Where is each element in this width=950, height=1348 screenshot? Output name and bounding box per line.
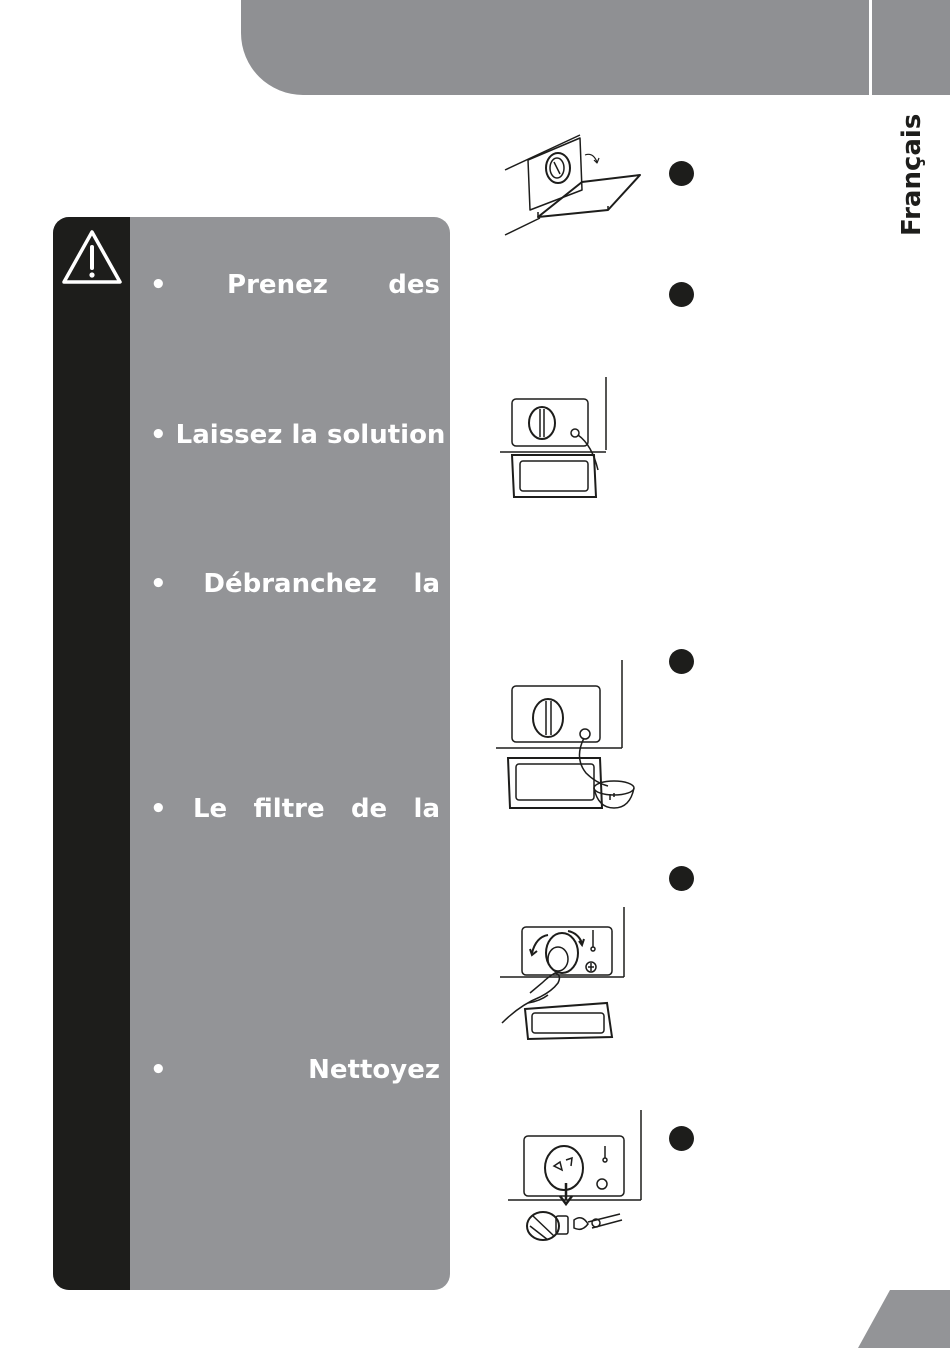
remove-filter-illustration: [508, 1110, 641, 1240]
step-4-bullet: [669, 866, 694, 891]
step-5-bullet: [669, 1126, 694, 1151]
step-3-bullet: [669, 649, 694, 674]
warning-item-2: • Laissez la solution: [150, 420, 446, 450]
drain-into-bowl-illustration: [496, 660, 634, 808]
unscrew-filter-illustration: [500, 907, 624, 1039]
step-2-bullet: [669, 282, 694, 307]
header-divider: [869, 0, 872, 95]
warning-item-3: • Débranchez la: [150, 569, 440, 599]
warning-item-1: • Prenez des: [150, 270, 440, 300]
warning-triangle-icon: [60, 228, 124, 286]
page-corner: [858, 1290, 950, 1348]
open-filter-flap-illustration: [500, 130, 650, 240]
warning-item-4: • Le filtre de la: [150, 794, 440, 824]
step-1-bullet: [669, 161, 694, 186]
warning-panel: [53, 217, 450, 1290]
drain-hose-clip-illustration: [500, 377, 606, 497]
warning-item-5: • Nettoyez: [150, 1055, 440, 1085]
warning-strip: [53, 217, 130, 1290]
header-band: [241, 0, 950, 95]
language-label: Français: [897, 113, 927, 236]
